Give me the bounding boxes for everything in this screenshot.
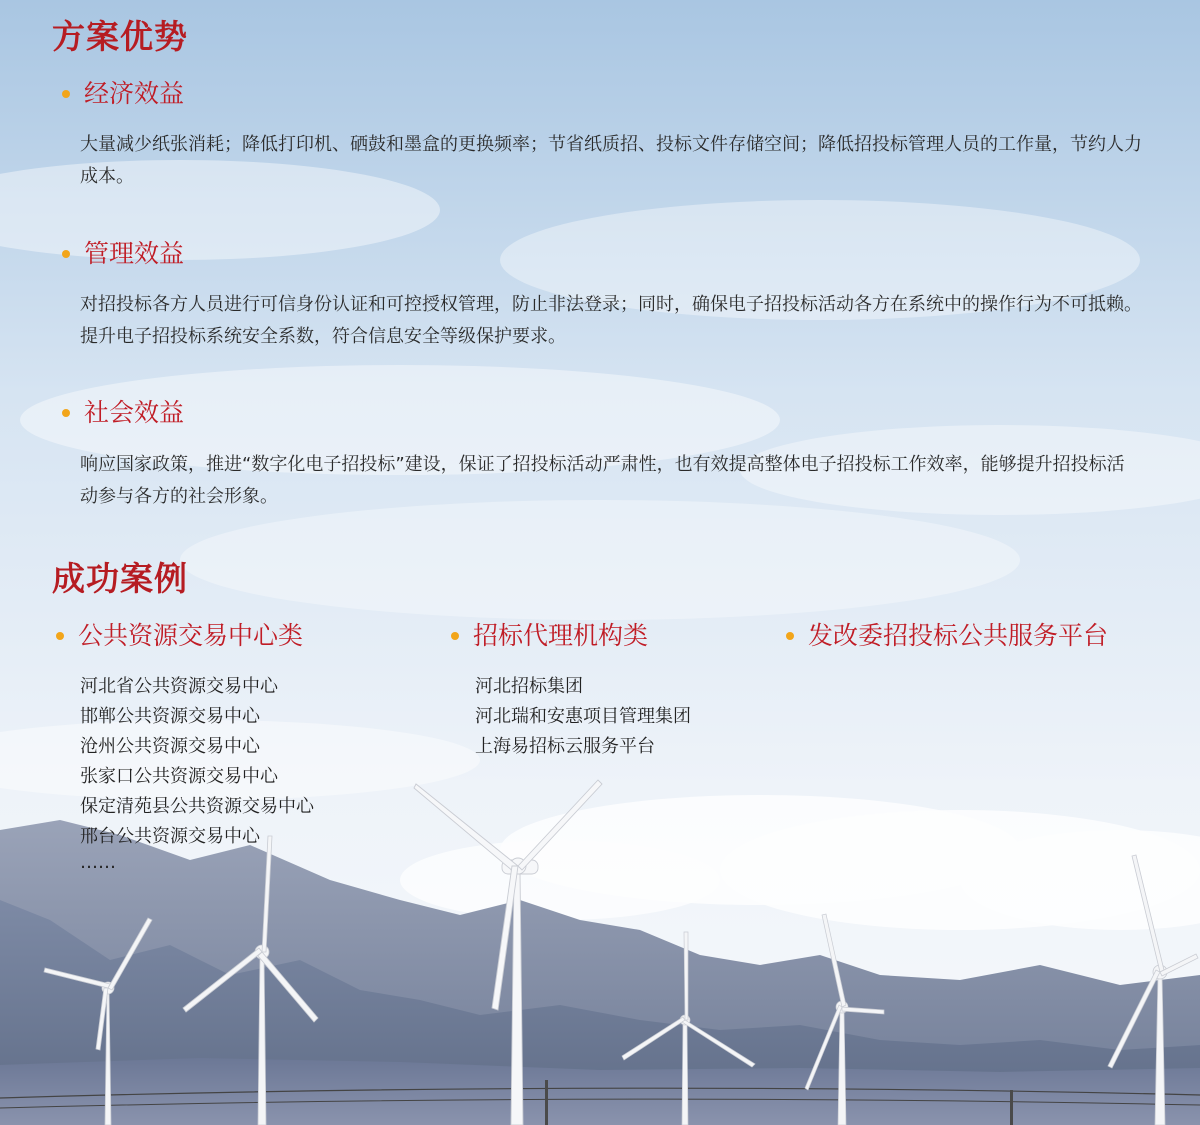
bullet-dot-icon <box>786 632 794 640</box>
list-item: 张家口公共资源交易中心 <box>80 766 278 787</box>
bullet-dot-icon <box>451 632 459 640</box>
advantage-text-management: 对招投标各方人员进行可信身份认证和可控授权管理，防止非法登录；同时，确保电子招投标活动各方在系统中的操作行为不可抵赖。提升电子招投标系统安全系数，符合信息安全等级保护要求。 <box>80 294 1142 347</box>
list-item: 邢台公共资源交易中心 <box>80 826 260 847</box>
cases-title: 成功案例 <box>52 559 188 598</box>
case-list-agency <box>475 672 691 762</box>
list-item: 河北瑞和安惠项目管理集团 <box>475 706 691 727</box>
case-category-public-resource <box>56 620 303 652</box>
advantage-heading-social <box>62 397 184 429</box>
advantages-title: 方案优势 <box>52 17 188 56</box>
bullet-dot-icon <box>62 409 70 417</box>
list-item: 上海易招标云服务平台 <box>475 736 655 757</box>
case-category-agency <box>451 620 648 652</box>
advantage-text-social: 响应国家政策，推进“数字化电子招投标”建设，保证了招投标活动严肃性，也有效提高整体电子招投标工作效率，能够提升招投标活动参与各方的社会形象。 <box>80 454 1125 507</box>
case-category-ndrc-platform <box>786 620 1108 652</box>
bullet-dot-icon <box>56 632 64 640</box>
case-list-public-resource <box>80 672 314 874</box>
advantage-heading-text: 管理效益 <box>84 239 185 268</box>
advantage-heading-economic <box>62 78 184 110</box>
case-category-text: 公共资源交易中心类 <box>78 621 304 650</box>
advantage-heading-text: 经济效益 <box>84 79 185 108</box>
list-item: 河北省公共资源交易中心 <box>80 676 278 697</box>
list-item: 保定清苑县公共资源交易中心 <box>80 796 314 817</box>
list-item: …… <box>80 852 116 873</box>
case-category-text: 招标代理机构类 <box>473 621 649 650</box>
bullet-dot-icon <box>62 90 70 98</box>
bullet-dot-icon <box>62 250 70 258</box>
advantage-heading-management <box>62 238 184 270</box>
list-item: 河北招标集团 <box>475 676 583 697</box>
list-item: 邯郸公共资源交易中心 <box>80 706 260 727</box>
list-item: 沧州公共资源交易中心 <box>80 736 260 757</box>
advantage-heading-text: 社会效益 <box>84 398 185 427</box>
case-category-text: 发改委招投标公共服务平台 <box>808 621 1109 650</box>
advantage-text-economic: 大量减少纸张消耗；降低打印机、硒鼓和墨盒的更换频率；节省纸质招、投标文件存储空间；降低招投标管理人员的工作量，节约人力成本。 <box>80 134 1142 187</box>
